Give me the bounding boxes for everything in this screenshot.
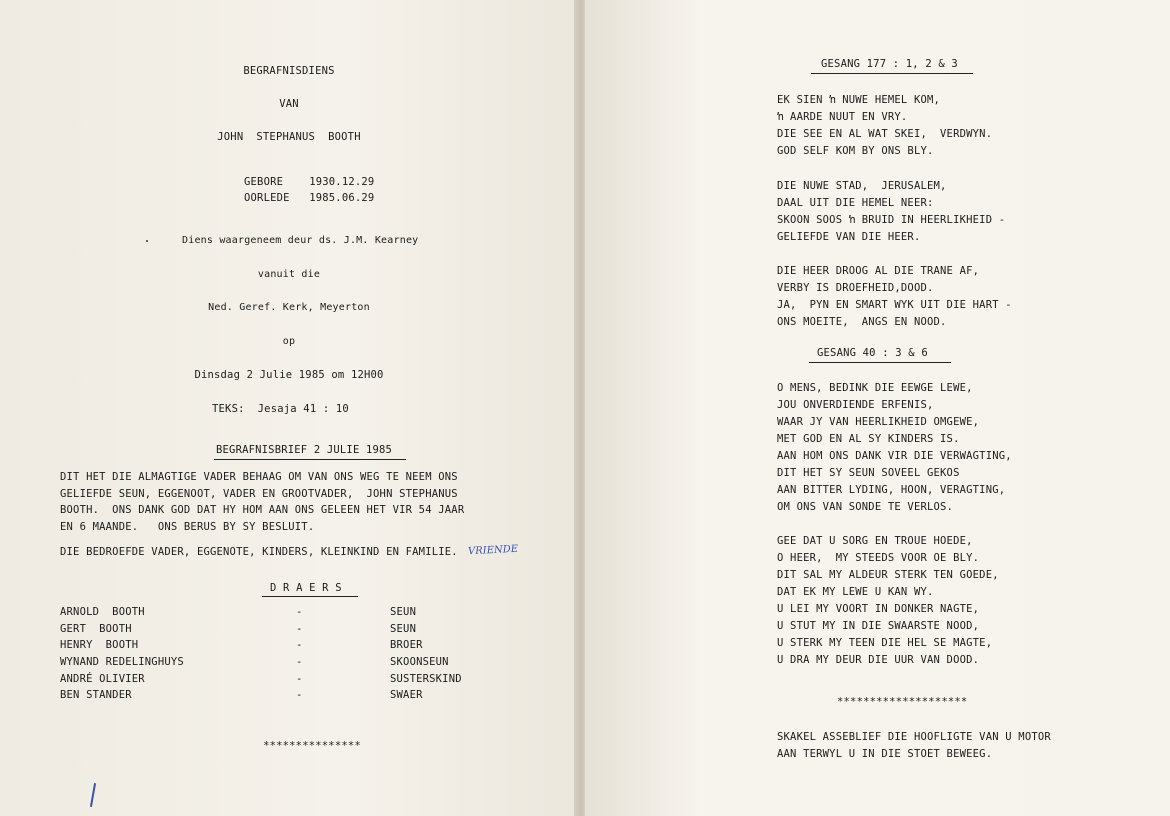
- bearers-heading: D R A E R S: [270, 582, 342, 594]
- hymn-line: O HEER, MY STEEDS VOOR OE BLY.: [777, 552, 980, 564]
- hymn-line: MET GOD EN AL SY KINDERS IS.: [777, 433, 960, 445]
- hymn-line: DIE NUWE STAD, JERUSALEM,: [777, 180, 947, 192]
- hymn-line: O MENS, BEDINK DIE EEWGE LEWE,: [777, 382, 973, 394]
- hymn-line: U STUT MY IN DIE SWAARSTE NOOD,: [777, 620, 980, 632]
- officiant-line: Diens waargeneem deur ds. J.M. Kearney: [182, 235, 419, 246]
- hymn-line: AAN BITTER LYDING, HOON, VERAGTING,: [777, 484, 1006, 496]
- bearers-heading-underline: [262, 596, 358, 597]
- bearer-dash: -: [296, 656, 303, 668]
- hymn-line: DAT EK MY LEWE U KAN WY.: [777, 586, 934, 598]
- bearer-relation: BROER: [390, 639, 423, 651]
- hymn-line: JOU ONVERDIENDE ERFENIS,: [777, 399, 934, 411]
- letter-line: BOOTH. ONS DANK GOD DAT HY HOM AAN ONS GELEEN HET VIR 54 JAAR: [60, 504, 465, 516]
- bearer-relation: SWAER: [390, 689, 423, 701]
- bearer-name: GERT BOOTH: [60, 623, 132, 635]
- hymn-line: WAAR JY VAN HEERLIKHEID OMGEWE,: [777, 416, 980, 428]
- hymn-line: ONS MOEITE, ANGS EN NOOD.: [777, 316, 947, 328]
- hymn-line: OM ONS VAN SONDE TE VERLOS.: [777, 501, 954, 513]
- letter-line: EN 6 MAANDE. ONS BERUS BY SY BESLUIT.: [60, 521, 315, 533]
- bearer-relation: SKOONSEUN: [390, 656, 449, 668]
- bearer-dash: -: [296, 623, 303, 635]
- scripture-reference: TEKS: Jesaja 41 : 10: [212, 403, 349, 415]
- deceased-name: JOHN STEPHANUS BOOTH: [217, 131, 361, 143]
- bearer-dash: -: [296, 673, 303, 685]
- hymn-line: DIT SAL MY ALDEUR STERK TEN GOEDE,: [777, 569, 999, 581]
- letter-line: DIT HET DIE ALMAGTIGE VADER BEHAAG OM VAN ONS WEG TE NEEM ONS: [60, 471, 458, 483]
- hymn-line: SKOON SOOS ŉ BRUID IN HEERLIKHEID -: [777, 214, 1006, 226]
- hymn-line: VERBY IS DROEFHEID,DOOD.: [777, 282, 934, 294]
- right-separator-stars: ********************: [837, 696, 968, 708]
- hymn-line: GEE DAT U SORG EN TROUE HOEDE,: [777, 535, 973, 547]
- bearer-name: ARNOLD BOOTH: [60, 606, 145, 618]
- hymn-line: AAN HOM ONS DANK VIR DIE VERWAGTING,: [777, 450, 1012, 462]
- letter-heading: BEGRAFNISBRIEF 2 JULIE 1985: [216, 444, 393, 456]
- bearer-name: HENRY BOOTH: [60, 639, 139, 651]
- hymn1-heading-underline: [811, 73, 973, 74]
- hymn-line: JA, PYN EN SMART WYK UIT DIE HART -: [777, 299, 1012, 311]
- left-separator-stars: ***************: [263, 740, 361, 752]
- right-page: [585, 0, 1170, 816]
- handwritten-note: VRIENDE: [467, 543, 519, 558]
- closing-line: SKAKEL ASSEBLIEF DIE HOOFLIGTE VAN U MOTOR: [777, 731, 1051, 743]
- bearer-relation: SEUN: [390, 606, 417, 618]
- closing-line: AAN TERWYL U IN DIE STOET BEWEEG.: [777, 748, 993, 760]
- hymn2-heading: GESANG 40 : 3 & 6: [817, 347, 928, 359]
- hymn-line: U DRA MY DEUR DIE UUR VAN DOOD.: [777, 654, 980, 666]
- hymn-line: GOD SELF KOM BY ONS BLY.: [777, 145, 934, 157]
- hymn-line: ŉ AARDE NUUT EN VRY.: [777, 111, 908, 123]
- bereaved-line: DIE BEDROEFDE VADER, EGGENOTE, KINDERS, KLEINKIND EN FAMILIE.: [60, 546, 458, 558]
- van-label: VAN: [279, 98, 299, 110]
- bearer-dash: -: [296, 606, 303, 618]
- bearer-name: WYNAND REDELINGHUYS: [60, 656, 184, 668]
- hymn-line: DIT HET SY SEUN SOVEEL GEKOS: [777, 467, 960, 479]
- hymn-line: GELIEFDE VAN DIE HEER.: [777, 231, 921, 243]
- letter-line: GELIEFDE SEUN, EGGENOOT, VADER EN GROOTVADER, JOHN STEPHANUS: [60, 488, 458, 500]
- hymn-line: DIE SEE EN AL WAT SKEI, VERDWYN.: [777, 128, 993, 140]
- church-line: Ned. Geref. Kerk, Meyerton: [208, 302, 370, 313]
- service-title: BEGRAFNISDIENS: [243, 65, 335, 77]
- hymn-line: DIE HEER DROOG AL DIE TRANE AF,: [777, 265, 980, 277]
- bearer-name: ANDRÉ OLIVIER: [60, 673, 145, 685]
- death-date: OORLEDE 1985.06.29: [244, 192, 375, 204]
- from-line: vanuit die: [257, 269, 321, 280]
- bearer-dash: -: [296, 689, 303, 701]
- hymn-line: U STERK MY TEEN DIE HEL SE MAGTE,: [777, 637, 993, 649]
- bearer-relation: SUSTERSKIND: [390, 673, 462, 685]
- letter-heading-underline: [214, 459, 406, 460]
- ink-speck: [146, 240, 148, 242]
- bearer-relation: SEUN: [390, 623, 417, 635]
- hymn-line: U LEI MY VOORT IN DONKER NAGTE,: [777, 603, 980, 615]
- bearer-dash: -: [296, 639, 303, 651]
- left-page: [0, 0, 578, 816]
- pen-mark: [90, 783, 96, 807]
- hymn-line: DAAL UIT DIE HEMEL NEER:: [777, 197, 934, 209]
- hymn2-heading-underline: [809, 362, 951, 363]
- on-line: op: [282, 336, 296, 347]
- service-datetime: Dinsdag 2 Julie 1985 om 12H00: [194, 369, 384, 381]
- bearer-name: BEN STANDER: [60, 689, 132, 701]
- birth-date: GEBORE 1930.12.29: [244, 176, 375, 188]
- hymn-line: EK SIEN ŉ NUWE HEMEL KOM,: [777, 94, 941, 106]
- hymn1-heading: GESANG 177 : 1, 2 & 3: [821, 58, 958, 70]
